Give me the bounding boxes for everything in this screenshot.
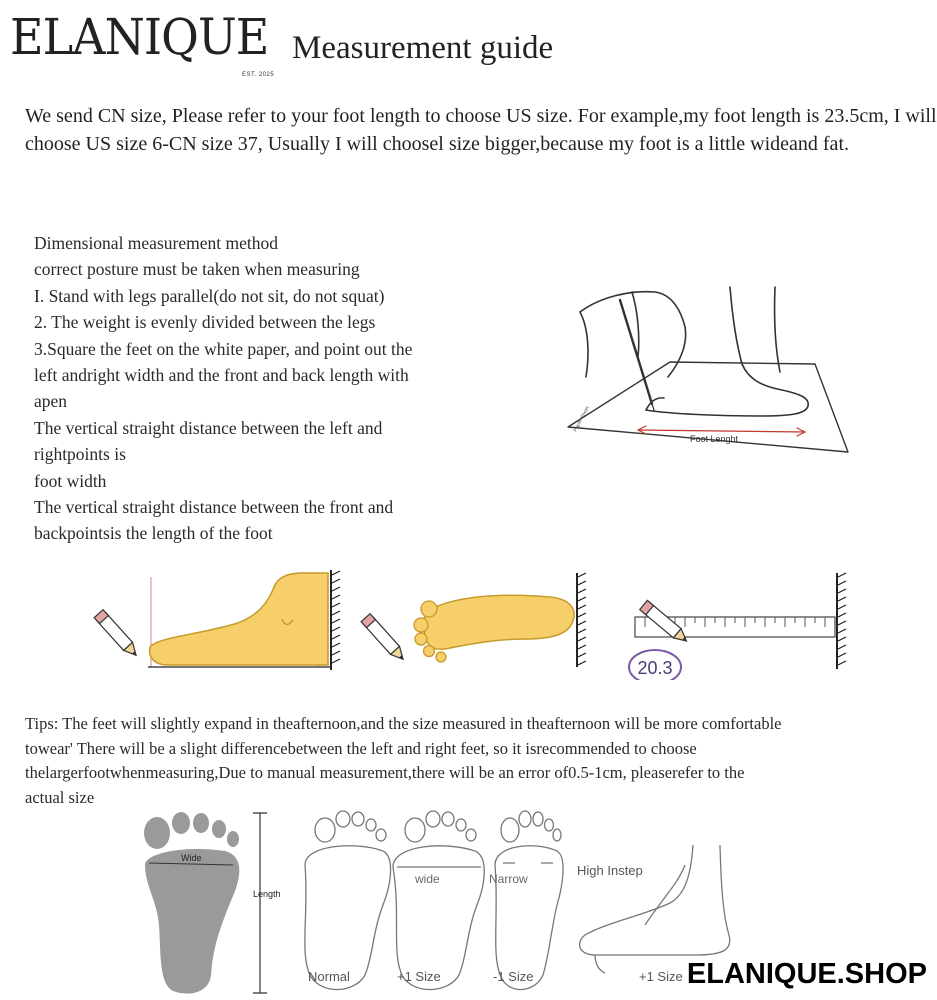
foot-length-arrow xyxy=(638,430,805,432)
pencil-icon xyxy=(361,614,407,664)
method-line: left andright width and the front and back length with xyxy=(34,365,409,386)
foot-types-illustration xyxy=(125,805,765,1000)
method-line: 2. The weight is evenly divided between the legs xyxy=(34,312,376,333)
toe xyxy=(421,601,437,617)
method-line: The vertical straight distance between the front and xyxy=(34,497,394,518)
tips-text xyxy=(25,712,930,804)
paper-label: Paper Sheet xyxy=(572,405,591,433)
shop-url: ELANIQUE.SHOP xyxy=(686,958,927,990)
length-label: Length xyxy=(253,889,281,899)
method-line: 3.Square the feet on the white paper, and point out the xyxy=(34,338,413,359)
toe xyxy=(415,633,427,645)
method-line: foot width xyxy=(34,470,107,491)
pencil-icon xyxy=(94,610,140,660)
side-foot xyxy=(150,573,328,665)
fit-narrow-label: Narrow xyxy=(489,872,528,886)
method-line: backpointsis the length of the foot xyxy=(34,523,273,544)
narrow-foot-outline xyxy=(495,811,563,990)
leg-outline xyxy=(646,287,808,416)
fit-wide-label: wide xyxy=(415,872,440,886)
wide-foot-outline xyxy=(393,811,484,990)
method-line: correct posture must be taken when measuring xyxy=(34,259,360,280)
foot-length-label: Foot Lenght xyxy=(690,434,739,444)
toe xyxy=(414,618,428,632)
foot-on-paper-illustration xyxy=(560,282,855,457)
brand-logo: ELANIQUE xyxy=(10,8,269,66)
tips-line: actual size xyxy=(25,787,95,804)
brand-est: EST. 2025 xyxy=(242,72,275,78)
tips-line: thelargerfootwhenmeasuring,Due to manual measurement,there will be an error of0.5-1cm, pleaserefer to the xyxy=(25,763,745,782)
side-foot-measure-illustration xyxy=(88,565,348,675)
toe xyxy=(424,646,435,657)
toe xyxy=(436,652,446,662)
minus-one-label: -1 Size xyxy=(493,969,534,984)
footprint-wide-length xyxy=(144,812,239,994)
high-instep-label: High Instep xyxy=(577,863,643,878)
top-foot-measure-illustration xyxy=(355,565,600,675)
hand-outline xyxy=(580,292,686,377)
wide-label: Wide xyxy=(181,853,202,863)
method-line: The vertical straight distance between the left and xyxy=(34,417,383,438)
top-foot xyxy=(424,595,574,649)
normal-label: Normal xyxy=(308,969,350,984)
tips-line: towear' There will be a slight differencebetween the left and right feet, so it isrecommended to choose xyxy=(25,738,697,758)
plus-one-label: +1 Size xyxy=(397,969,441,984)
ruler-measure-illustration xyxy=(615,565,860,680)
method-line: I. Stand with legs parallel(do not sit, do not squat) xyxy=(34,285,385,306)
method-line: rightpoints is xyxy=(34,444,126,465)
plus-one-instep-label: +1 Size xyxy=(639,969,683,984)
tips-line: Tips: The feet will slightly expand in theafternoon,and the size measured in theafternoon will be more comfortable xyxy=(25,714,782,733)
header xyxy=(10,8,710,78)
normal-foot-outline xyxy=(305,811,391,990)
ruler-reading: 20.3 xyxy=(637,658,673,678)
method-text xyxy=(34,230,504,547)
intro-paragraph: We send CN size, Please refer to your foot length to choose US size. For example,my foot length is 23.5cm, I will choose US size 6-CN size 37, Usually I will choosel size bigger,because my foot is a little wideand fat. xyxy=(25,105,937,155)
page-title: Measurement guide xyxy=(292,30,554,66)
method-line: apen xyxy=(34,391,68,412)
pen xyxy=(620,300,652,404)
method-line: Dimensional measurement method xyxy=(34,233,278,253)
